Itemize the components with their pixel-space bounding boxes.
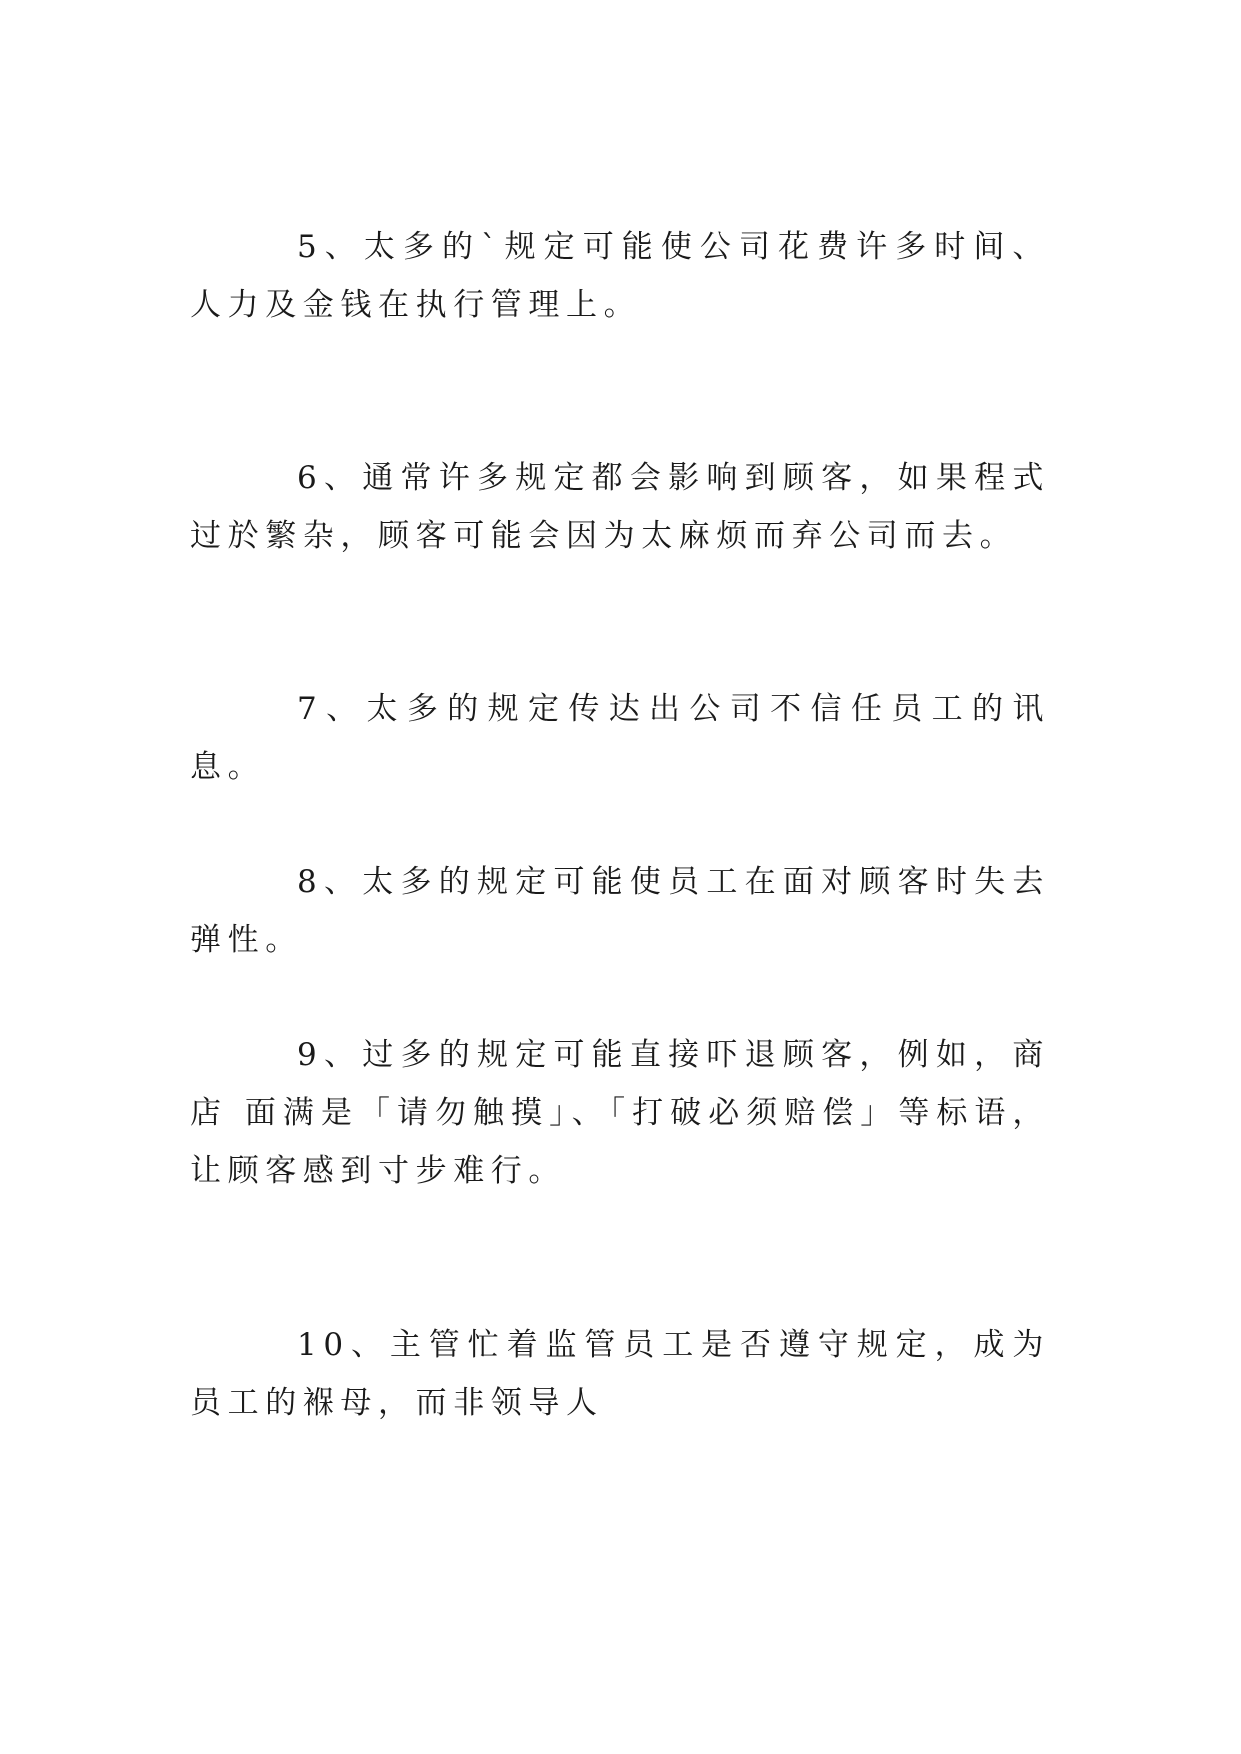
paragraph-item-8: 8、太多的规定可能使员工在面对顾客时失去弹性。 bbox=[190, 864, 1050, 958]
paragraph-item-5: 5、太多的`规定可能使公司花费许多时间、人力及金钱在执行管理上。 bbox=[190, 229, 1050, 323]
paragraph-item-7: 7、太多的规定传达出公司不信任员工的讯息。 bbox=[190, 691, 1050, 785]
paragraph-item-6: 6、通常许多规定都会影响到顾客，如果程式过於繁杂，顾客可能会因为太麻烦而弃公司而去。 bbox=[190, 460, 1050, 554]
paragraph-item-10: 10、主管忙着监管员工是否遵守规定，成为员工的褓母，而非领导人 bbox=[190, 1327, 1050, 1421]
paragraph-item-9: 9、过多的规定可能直接吓退顾客，例如，商店 面满是「请勿触摸」、「打破必须赔偿」等标语，让顾客感到寸步难行。 bbox=[190, 1037, 1050, 1189]
